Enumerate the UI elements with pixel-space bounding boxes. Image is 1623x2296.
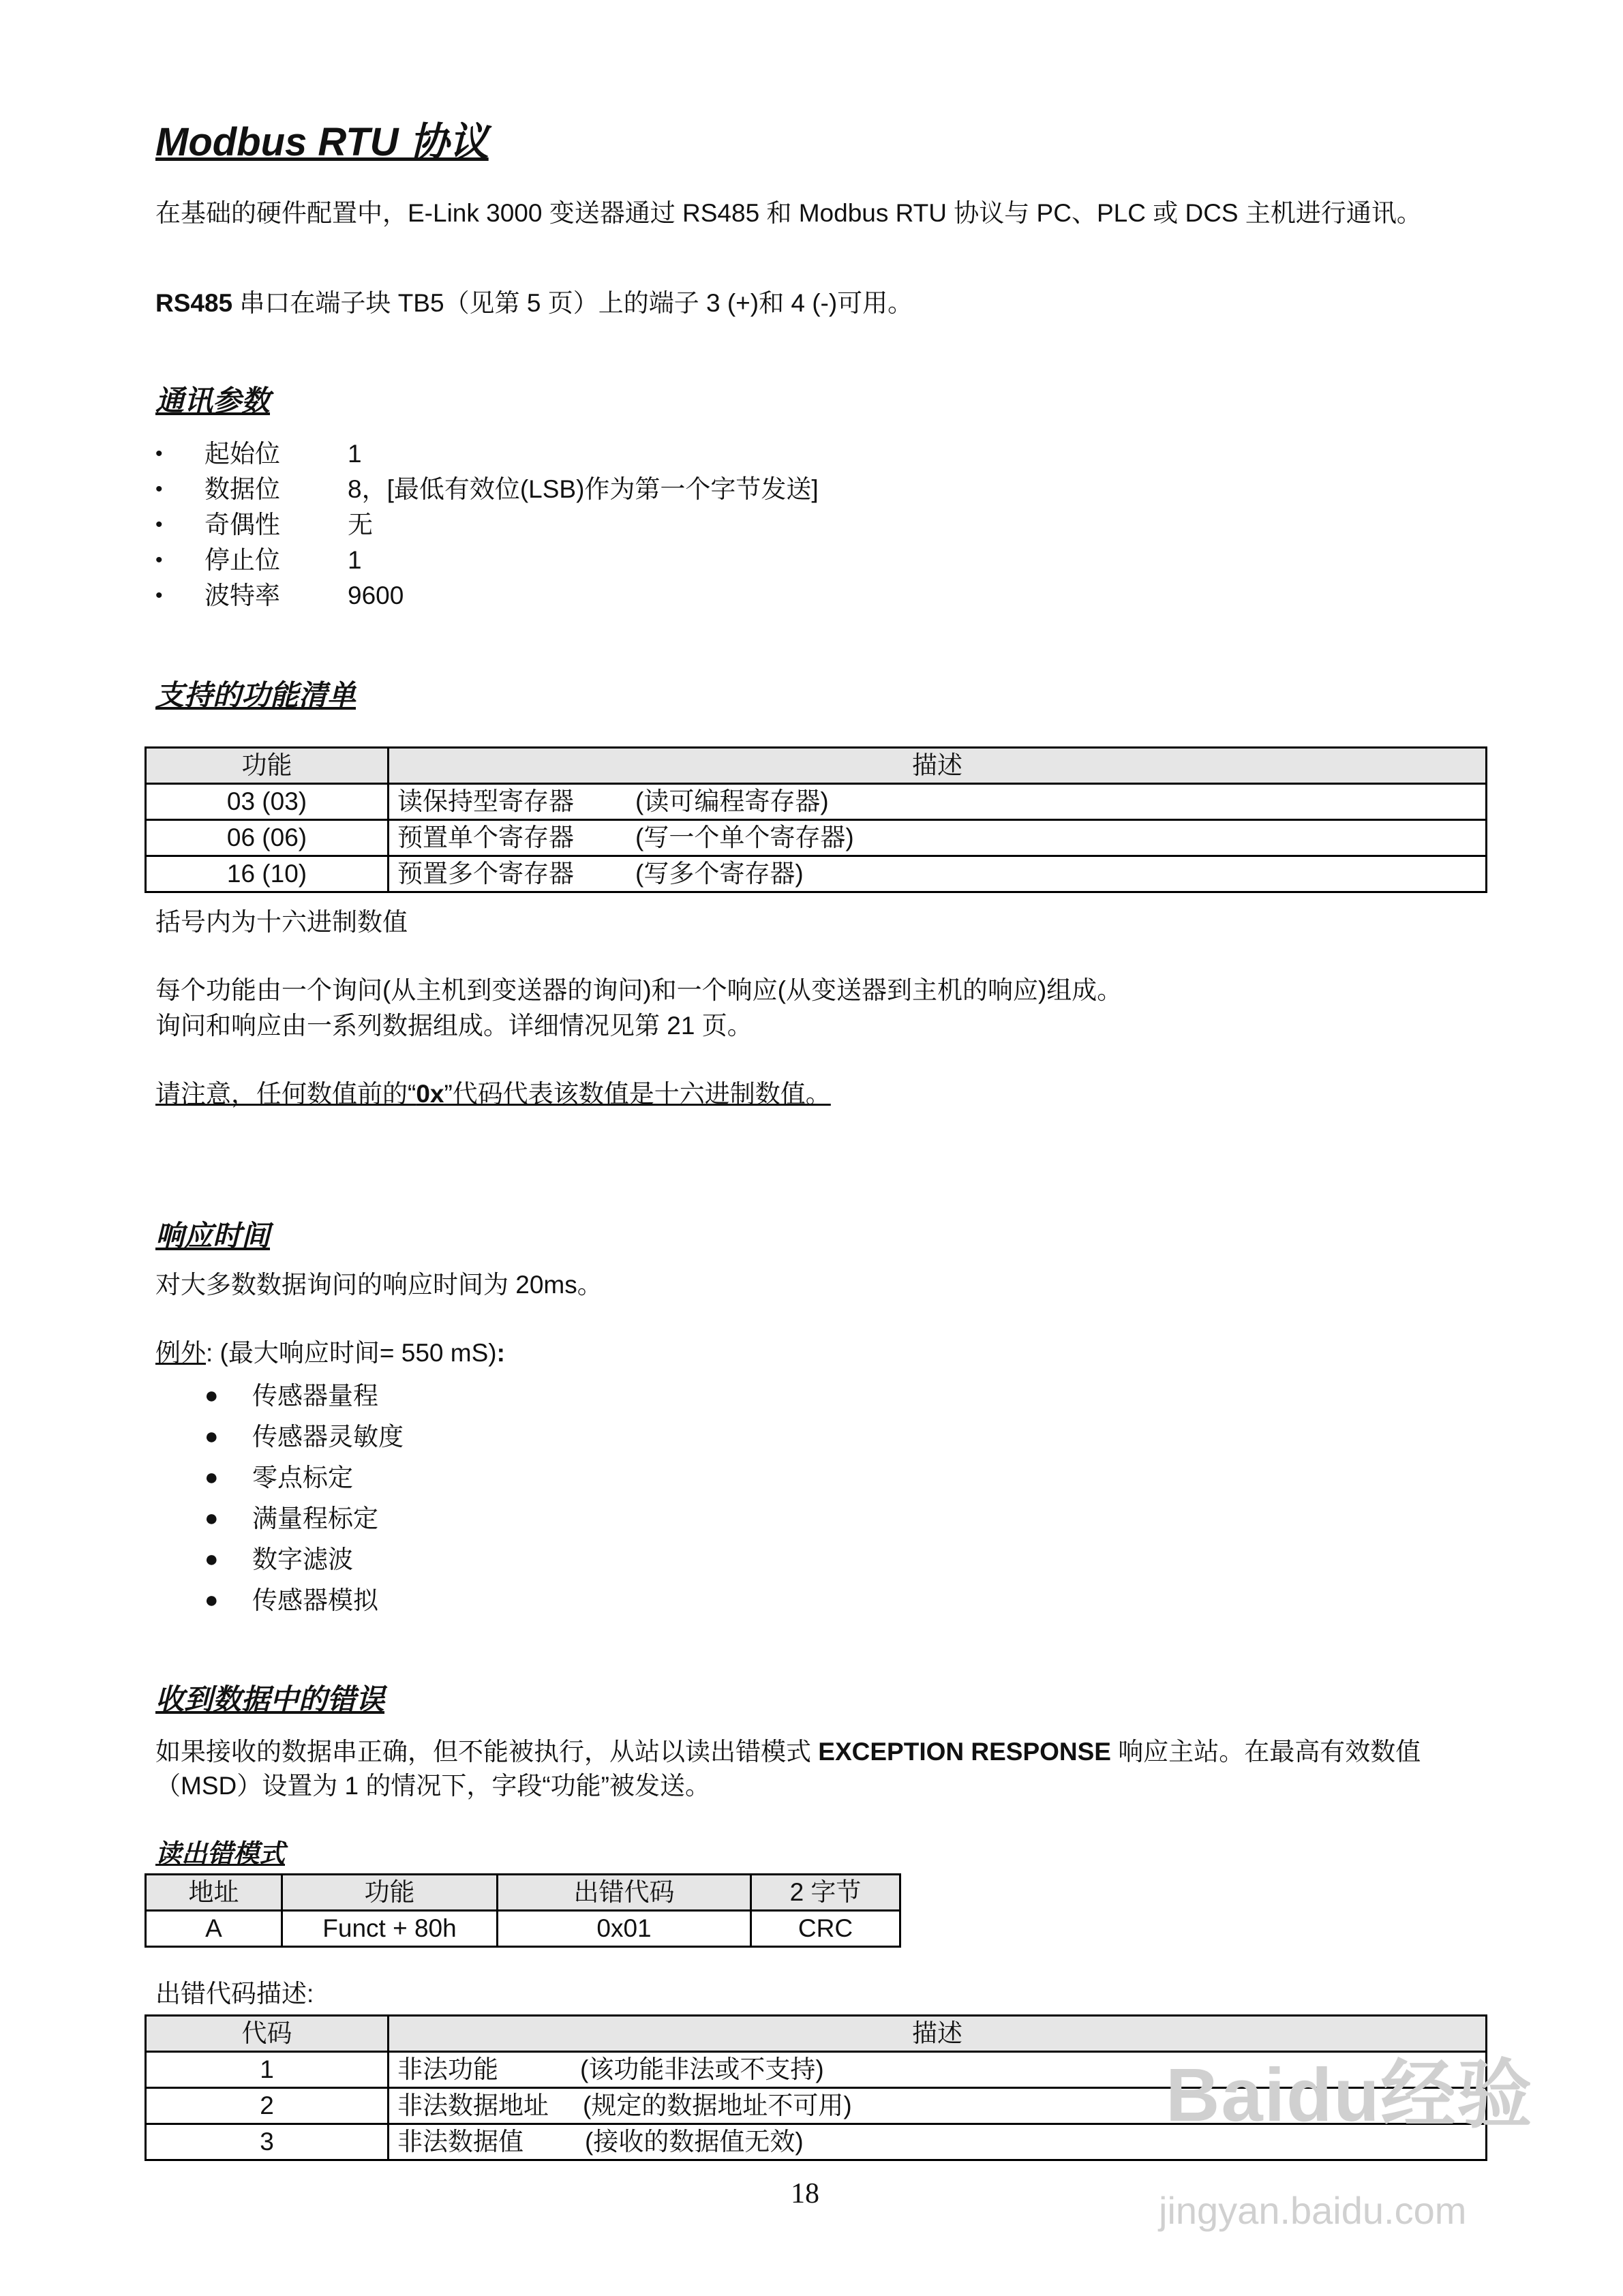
page-number: 18	[791, 2178, 819, 2209]
list-item: ● 传感器模拟	[204, 1586, 378, 1615]
read-error-mode-heading: 读出错模式	[155, 1840, 286, 1869]
list-item: ● 传感器量程	[204, 1382, 378, 1410]
error-mode-table	[145, 1873, 901, 1948]
list-item: ● 传感器灵敏度	[204, 1423, 404, 1451]
list-item: • 波特率 9600	[155, 581, 404, 610]
table-header: 代码	[146, 2016, 389, 2052]
list-item: ● 满量程标定	[204, 1505, 378, 1533]
page-title: Modbus RTU 协议	[155, 120, 489, 164]
query-detail-paragraph: 询问和响应由一系列数据组成。详细情况见第 21 页。	[155, 1012, 753, 1040]
table-row: 2 非法数据地址 (规定的数据地址不可用)	[146, 2087, 1487, 2124]
table-header: 出错代码	[498, 1875, 751, 1911]
watermark-logo: Baidu经验	[1166, 2053, 1534, 2137]
response-text: 对大多数数据询问的响应时间为 20ms。	[155, 1271, 603, 1299]
list-item: • 停止位 1	[155, 546, 362, 575]
list-item: ● 数字滤波	[204, 1545, 353, 1574]
table-row: 06 (06) 预置单个寄存器 (写一个单个寄存器)	[146, 819, 1487, 856]
table-header: 2 字节	[751, 1875, 900, 1911]
rs485-paragraph	[155, 286, 1478, 320]
table-header: 功能	[146, 748, 389, 784]
list-item: • 起始位 1	[155, 440, 362, 468]
table-header: 功能	[282, 1875, 498, 1911]
functions-table	[145, 746, 1487, 893]
table-header: 描述	[389, 748, 1487, 784]
list-item: • 数据位 8，[最低有效位(LSB)作为第一个字节发送]	[155, 475, 819, 504]
exception-list	[155, 1376, 404, 1621]
exception-line: 例外: (最大响应时间= 550 mS):	[155, 1339, 505, 1367]
functions-footnote: 括号内为十六进制数值	[155, 908, 408, 936]
response-heading: 响应时间	[155, 1220, 271, 1252]
comm-heading: 通讯参数	[155, 384, 271, 417]
table-header: 描述	[389, 2016, 1487, 2052]
table-row: 16 (10) 预置多个寄存器 (写多个寄存器)	[146, 856, 1487, 892]
table-header: 地址	[146, 1875, 282, 1911]
rs485-bold: RS485	[155, 289, 233, 317]
list-item: • 奇偶性 无	[155, 511, 373, 539]
comm-list	[155, 436, 819, 614]
errors-paragraph: 如果接收的数据串正确，但不能被执行，从站以读出错模式 EXCEPTION RESPONSE 响应主站。在最高有效数值（MSD）设置为 1 的情况下，字段“功能”被发送。	[155, 1738, 1421, 1800]
errors-heading: 收到数据中的错误	[155, 1683, 385, 1715]
intro-paragraph: 在基础的硬件配置中，E-Link 3000 变送器通过 RS485 和 Modbus RTU 协议与 PC、PLC 或 DCS 主机进行通讯。	[155, 199, 1422, 227]
hex-notice: 请注意，任何数值前的“0x”代码代表该数值是十六进制数值。	[155, 1080, 831, 1108]
table-row: 3 非法数据值 (接收的数据值无效)	[146, 2124, 1487, 2160]
list-item: ● 零点标定	[204, 1464, 353, 1492]
error-codes-label: 出错代码描述:	[155, 1980, 314, 2008]
table-row: 1 非法功能 (该功能非法或不支持)	[146, 2051, 1487, 2087]
rs485-text: 串口在端子块 TB5（见第 5 页）上的端子 3 (+)和 4 (-)可用。	[232, 289, 913, 317]
watermark-url: jingyan.baidu.com	[1159, 2189, 1467, 2232]
table-row: 03 (03) 读保持型寄存器 (读可编程寄存器)	[146, 783, 1487, 819]
table-row: A Funct + 80h 0x01 CRC	[146, 1910, 900, 1946]
functions-heading: 支持的功能清单	[155, 679, 357, 711]
query-paragraph: 每个功能由一个询问(从主机到变送器的询问)和一个响应(从变送器到主机的响应)组成。	[155, 976, 1123, 1004]
